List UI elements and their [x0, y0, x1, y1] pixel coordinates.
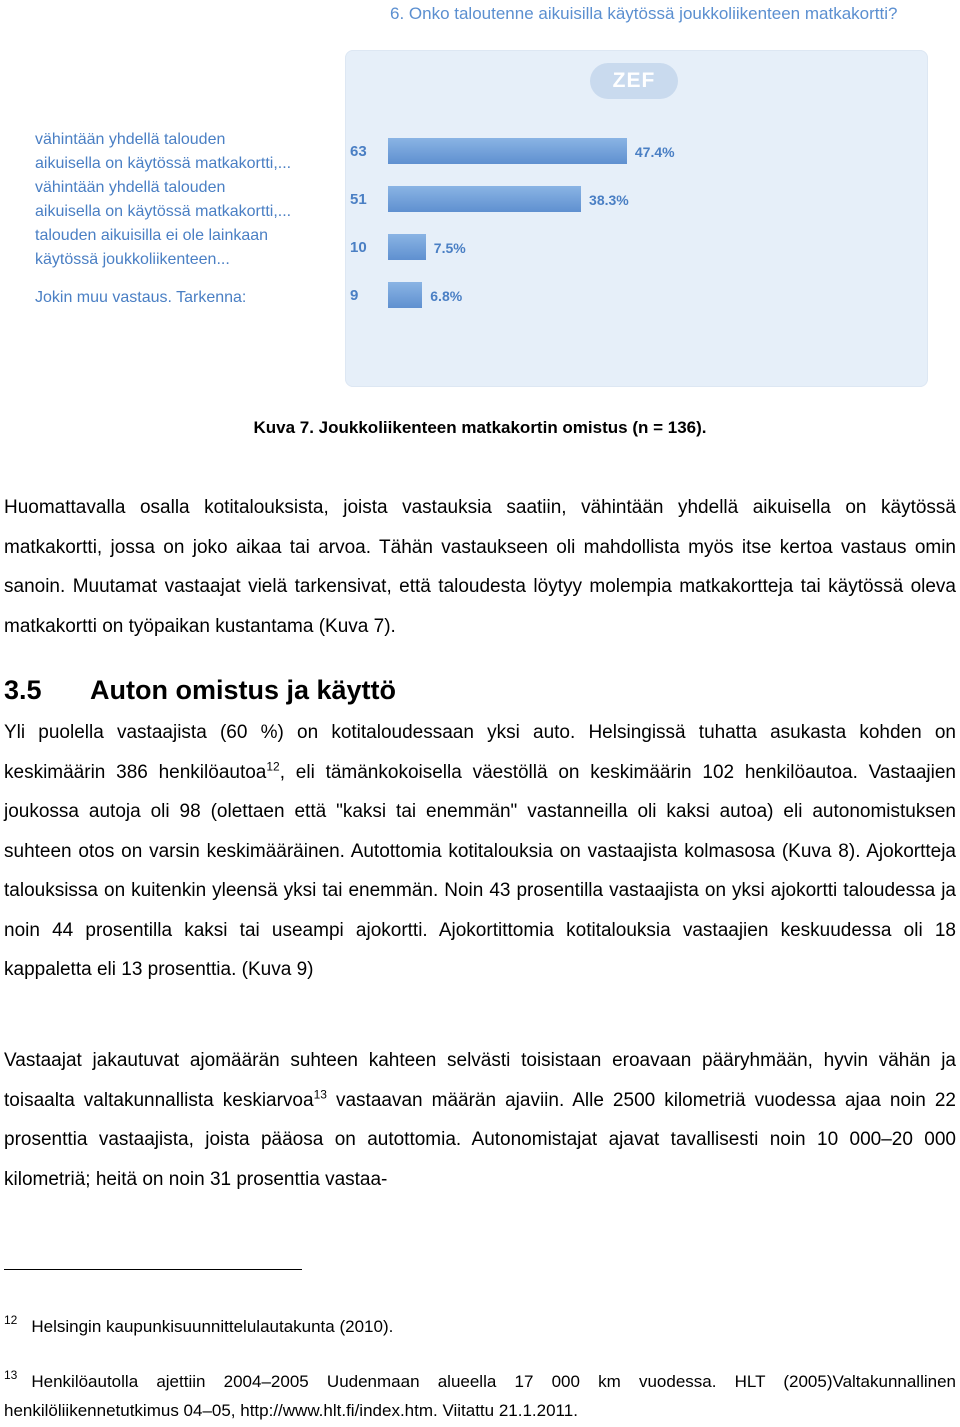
paragraph-2-text-b: , eli tämänkokoisella väestöllä on keskimäärin 102 henkilöautoa. Vastaajien joukossa autoja oli 98 (olettaen että "kaksi tai enemmän" vastanneilla oli kaksi autoa) eli autonomistuksen suhteen otos on varsin keskimääräinen. Autottomia kotitalouksia on vastaajista kolmasosa (Kuva 8). Ajokortteja talouksissa on kuitenkin yleensä yksi tai enemmän. Noin 43 prosentilla vastaajista on yksi ajokortti taloudessa ja noin 44 prosentilla kaksi tai useampi ajokortti. Ajokortittomia kotitalouksia vastaajien keskuudessa oli 18 kappaletta eli 13 prosenttia. (Kuva 9) [4, 761, 956, 980]
bar-value-label: 6.8% [430, 288, 463, 304]
footnote-text: Helsingin kaupunkisuunnittelulautakunta (2010). [31, 1317, 394, 1336]
bar-value-label: 7.5% [433, 240, 466, 256]
footnote-12 [4, 1312, 956, 1341]
figure-caption: Kuva 7. Joukkoliikenteen matkakortin omistus (n = 136). [253, 418, 707, 437]
section-heading [4, 672, 396, 708]
bar-count-label: 9 [350, 287, 359, 304]
bar-count-label: 10 [350, 239, 367, 256]
section-number: 3.5 [4, 675, 42, 705]
bar [388, 282, 422, 308]
paragraph-1: Huomattavalla osalla kotitalouksista, joista vastauksia saatiin, vähintään yhdellä aikuisella on käytössä matkakortti, jossa on joko aikaa tai arvoa. Tähän vastaukseen oli mahdollista myös itse kertoa vastaus omin sanoin. Muutamat vastaajat vielä tarkensivat, että taloudesta löytyy molempia matkakortteja tai käytössä oleva matkakortti on työpaikan kustantama (Kuva 7). [4, 497, 956, 637]
footnote-number: 12 [4, 1313, 18, 1327]
zef-logo [590, 63, 678, 99]
zef-logo-text: ZEF [612, 69, 656, 92]
chart-question-title: 6. Onko taloutenne aikuisilla käytössä joukkoliikenteen matkakortti? [390, 4, 898, 23]
footnote-number: 13 [4, 1368, 18, 1382]
chart-panel [345, 50, 928, 387]
bar-count-label: 51 [350, 191, 367, 208]
bar-category-label: vähintään yhdellä talouden aikuisella on käytössä matkakortti,... [35, 131, 292, 172]
paragraph-2 [4, 713, 956, 990]
bar [388, 138, 627, 164]
bar-category-label: talouden aikuisilla ei ole lainkaan käytössä joukkoliikenteen... [35, 227, 269, 268]
footnote-13 [4, 1367, 956, 1425]
bar-category-label: vähintään yhdellä talouden aikuisella on käytössä matkakortti,... [35, 179, 292, 220]
paragraph-3 [4, 1041, 956, 1199]
chart-figure [0, 0, 960, 392]
paragraph-2-text-a: Yli puolella vastaajista (60 %) on kotitaloudessaan yksi auto. Helsingissä tuhatta asukasta kohden on keskimäärin 386 henkilöautoa [4, 722, 956, 783]
paragraph-3-text-a: Vastaajat jakautuvat ajomäärän suhteen kahteen selvästi toisistaan eroavaan pääryhmään, hyvin vähän ja toisaalta valtakunnallista keskiarvoa [4, 1050, 956, 1111]
bar-count-label: 63 [350, 143, 367, 160]
bar [388, 186, 581, 212]
footnote-ref-12[interactable]: 12 [266, 759, 280, 774]
bar-value-label: 38.3% [589, 192, 629, 208]
footnote-divider [4, 1269, 302, 1270]
paragraph-3-text-b: vastaavan määrän ajaviin. Alle 2500 kilometriä vuodessa ajaa noin 22 prosenttia vastaajista, joista pääosa on autottomia. Autonomistajat ajavat tavallisesti noin 10 000–20 000 kilometriä; heitä on noin 31 prosenttia vastaa- [4, 1089, 956, 1190]
section-title: Auton omistus ja käyttö [90, 675, 397, 705]
bar [388, 234, 426, 260]
footnote-text: Henkilöautolla ajettiin 2004–2005 Uudenmaan alueella 17 000 km vuodessa. HLT (2005)Valtakunnallinen henkilöliikennetutkimus 04–05, http://www.hlt.fi/index.htm. Viitattu 21.1.2011. [4, 1372, 956, 1420]
bar-category-label: Jokin muu vastaus. Tarkenna: [35, 289, 247, 306]
footnote-ref-13[interactable]: 13 [313, 1087, 327, 1102]
bar-value-label: 47.4% [634, 144, 675, 160]
